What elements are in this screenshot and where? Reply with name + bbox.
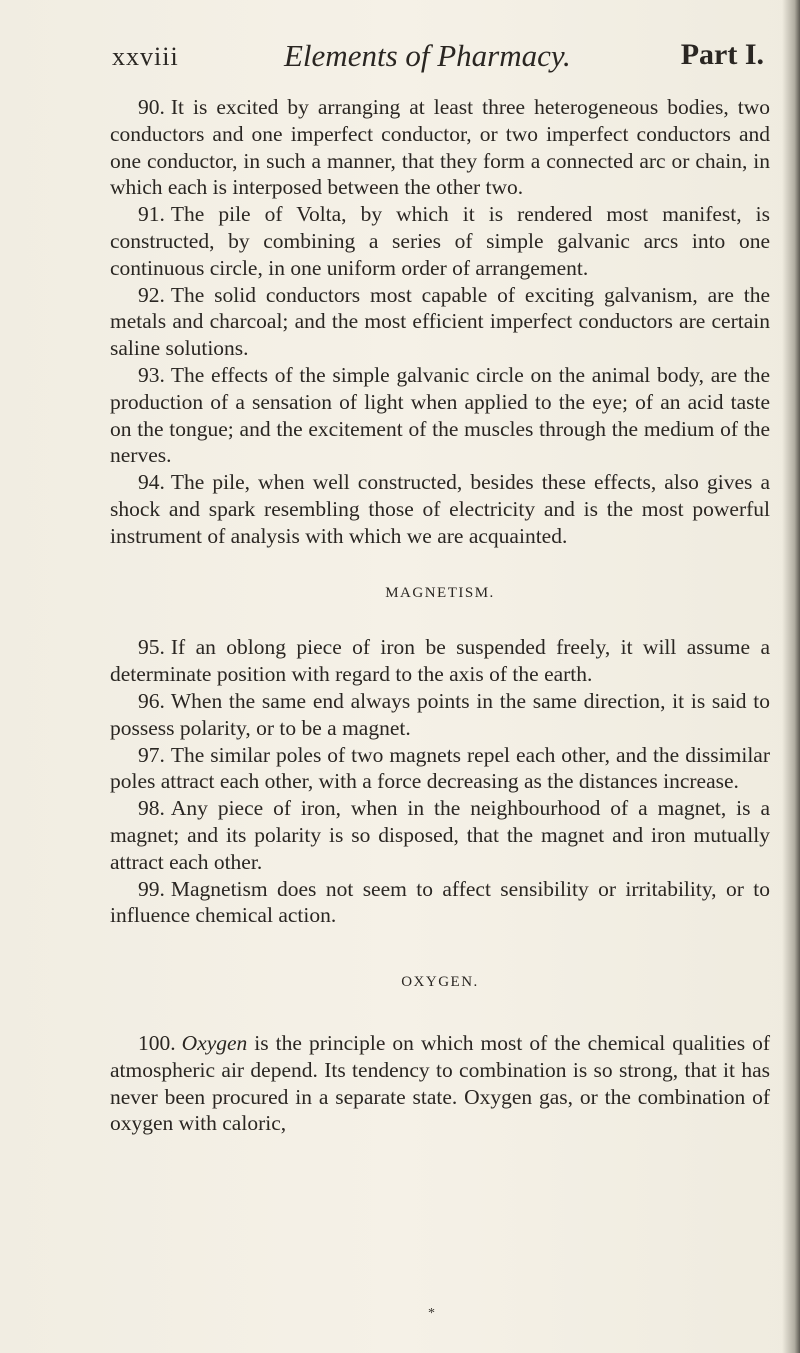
book-title: Elements of Pharmacy. (284, 38, 571, 73)
paragraph-93: 93. The effects of the simple galvanic circle on the animal body, are the production of a sensation of light when applied to the eye; of an acid taste on the tongue; and the excitement of the muscles through the medium of the nerves. (110, 362, 770, 468)
page-binding-shadow (782, 0, 800, 1353)
paragraph-100: 100. Oxygen is the principle on which most of the chemical qualities of atmospheric air depend. Its tendency to combination is so strong, that it has never been procured in a separate state. Oxygen gas, or the combination of oxygen with caloric, (110, 1030, 770, 1136)
paragraph-91: 91. The pile of Volta, by which it is rendered most manifest, is constructed, by combining a series of simple galvanic arcs into one continuous circle, in one uniform order of arrangement. (110, 202, 770, 280)
body-text (110, 94, 770, 1137)
italic-term: Oxygen (181, 1030, 248, 1055)
section-heading-magnetism: MAGNETISM. (385, 584, 495, 601)
running-header (112, 36, 764, 82)
paragraph-95: 95. If an oblong piece of iron be suspended freely, it will assume a determinate position with regard to the axis of the earth. (110, 635, 770, 687)
paragraph-97: 97. The similar poles of two magnets repel each other, and the dissimilar poles attract each other, with a force decreasing as the distances increase. (110, 742, 770, 794)
paragraph-90: 90. It is excited by arranging at least three heterogeneous bodies, two conductors and one imperfect conductor, or two imperfect conductors and one conductor, in such a manner, that they form a connected arc or chain, in which each is interposed between the other two. (110, 95, 770, 200)
printer-mark: * (428, 1306, 435, 1321)
section-heading-oxygen: OXYGEN. (401, 974, 479, 991)
paragraph-98: 98. Any piece of iron, when in the neighbourhood of a magnet, is a magnet; and its polarity is so disposed, that the magnet and iron mutually attract each other. (110, 796, 770, 874)
paragraph-96: 96. When the same end always points in the same direction, it is said to possess polarity, or to be a magnet. (110, 688, 770, 740)
part-label: Part I. (680, 38, 764, 71)
paragraph-92: 92. The solid conductors most capable of exciting galvanism, are the metals and charcoal; and the most efficient imperfect conductors are certain saline solutions. (110, 282, 770, 361)
paragraph-94: 94. The pile, when well constructed, besides these effects, also gives a shock and spark resembling those of electricity and is the most powerful instrument of analysis with which we are acquainted. (110, 470, 770, 548)
page-number: xxviii (112, 42, 179, 71)
paragraph-99: 99. Magnetism does not seem to affect sensibility or irritability, or to influence chemical action. (110, 876, 770, 928)
